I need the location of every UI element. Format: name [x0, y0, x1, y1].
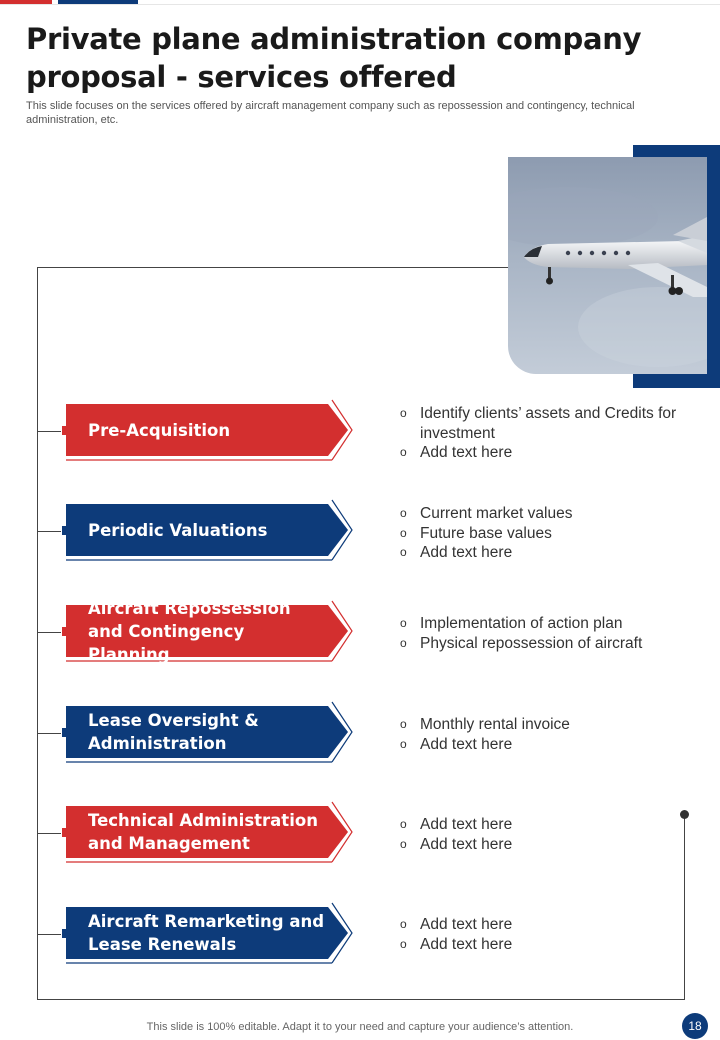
service-banner-periodic-valuations	[66, 498, 356, 566]
service-bullets	[400, 815, 690, 854]
service-label: Periodic Valuations	[88, 520, 268, 540]
bullet-item: o Implementation of action plan	[400, 614, 690, 634]
page-number-badge: 18	[682, 1013, 708, 1039]
service-bullets	[400, 715, 690, 754]
private-jet-photo	[508, 157, 707, 374]
service-label: Aircraft Remarketing and Lease Renewals	[88, 912, 325, 954]
bullet-item: o Add text here	[400, 835, 690, 855]
service-bullets	[400, 404, 690, 463]
top-rule	[0, 4, 720, 5]
service-banner-pre-acquisition	[66, 398, 356, 466]
bullet-item: o Add text here	[400, 935, 690, 955]
service-label: Aircraft Repossession and Contingency Planning	[88, 598, 291, 664]
bullet-item: o Physical repossession of aircraft	[400, 634, 690, 654]
service-banner-lease-oversight	[66, 700, 356, 768]
service-label: Technical Administration and Management	[88, 811, 318, 853]
footer-note: This slide is 100% editable. Adapt it to your need and capture your audience’s attention.	[146, 1021, 574, 1033]
service-banner-remarketing	[66, 901, 356, 969]
bullet-item: o Future base values	[400, 524, 690, 544]
service-bullets	[400, 614, 690, 653]
service-label: Pre-Acquisition	[88, 420, 231, 440]
bullet-item: o Add text here	[400, 443, 690, 463]
page-subtitle: This slide focuses on the services offered by aircraft management company such as repossession and contingency, technical administration, etc.	[26, 100, 635, 126]
row-connector	[37, 431, 63, 432]
bullet-item: o Monthly rental invoice	[400, 715, 690, 735]
service-banner-repossession	[66, 599, 356, 667]
bullet-item: o Add text here	[400, 543, 690, 563]
bullet-item: o Current market values	[400, 504, 690, 524]
row-connector	[37, 531, 63, 532]
row-connector	[37, 833, 63, 834]
bullet-item: o Add text here	[400, 815, 690, 835]
row-connector	[37, 934, 63, 935]
service-label: Lease Oversight & Administration	[88, 711, 259, 753]
row-connector	[37, 632, 63, 633]
service-bullets	[400, 504, 690, 563]
page-title: Private plane administration company proposal - services offered	[26, 22, 642, 94]
row-connector	[37, 733, 63, 734]
bullet-item: o Add text here	[400, 915, 690, 935]
service-bullets	[400, 915, 690, 954]
bullet-item: o Identify clients’ assets and Credits for investment	[400, 404, 690, 443]
service-banner-technical-administration	[66, 800, 356, 868]
bullet-item: o Add text here	[400, 735, 690, 755]
